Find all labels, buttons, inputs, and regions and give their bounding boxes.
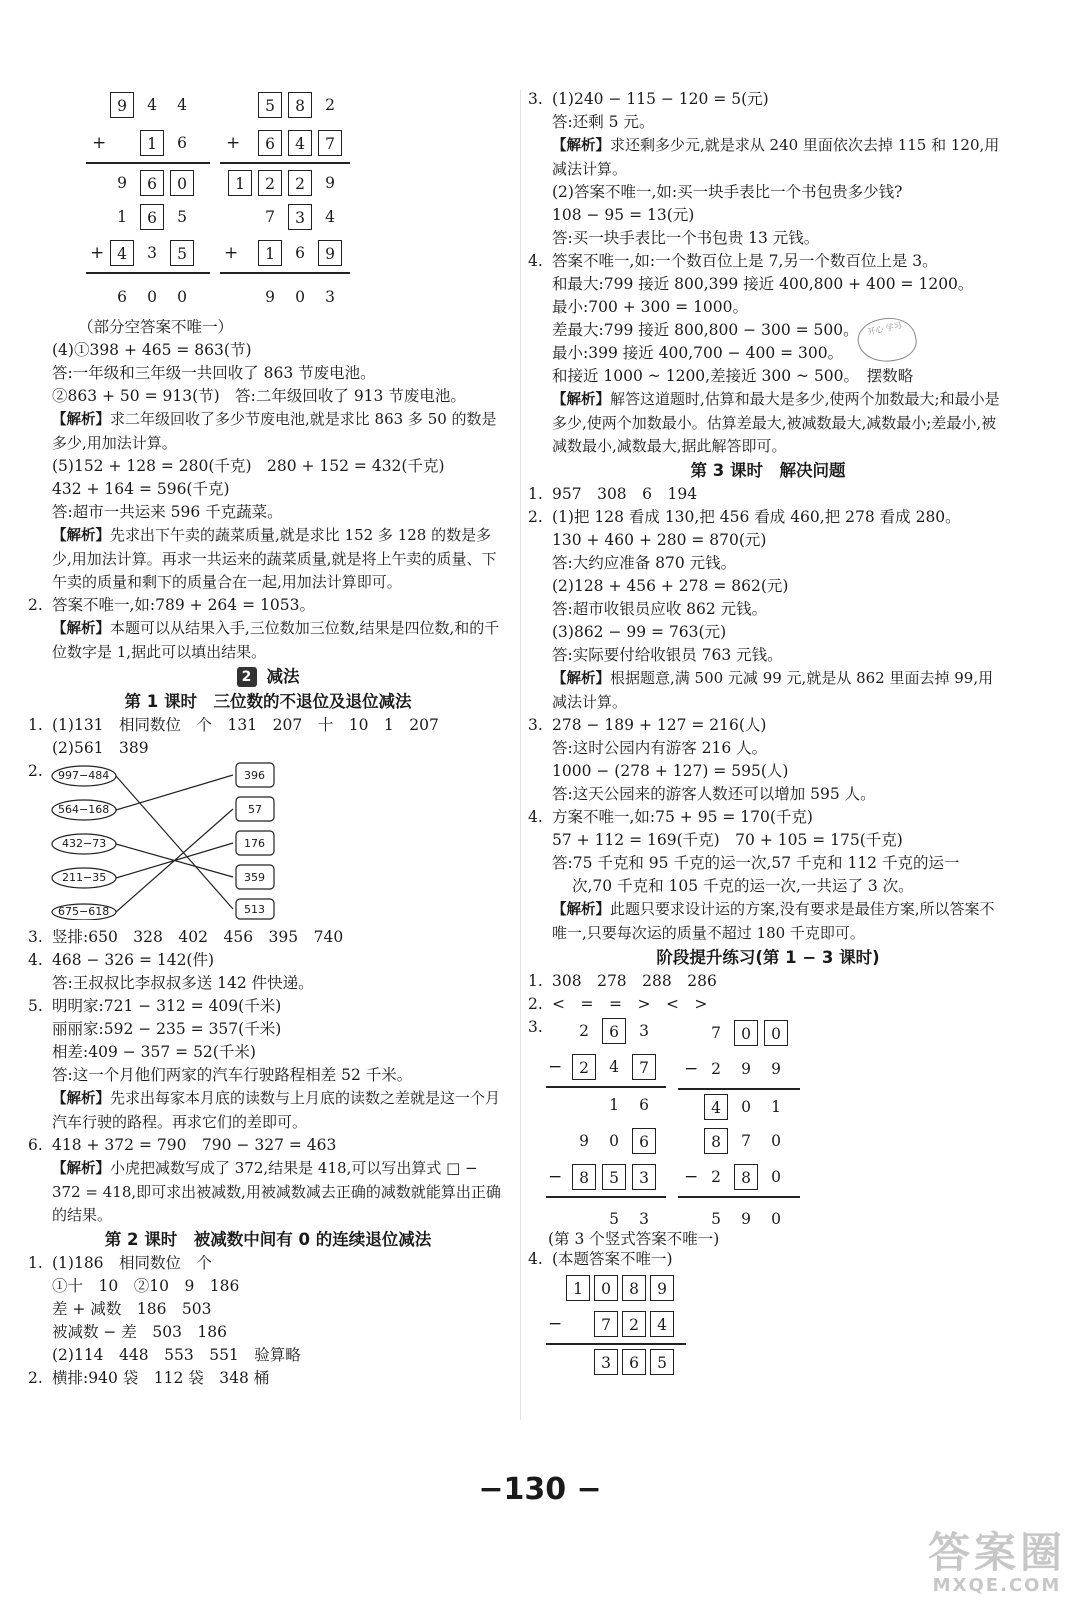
calc-digit: 2: [622, 1311, 646, 1337]
calc-digit: 3: [325, 288, 335, 306]
answer-line: ②863 + 50 = 913(节) 答:二年级回收了 913 节废电池。: [52, 387, 466, 405]
watermark-url: MXQE.COM: [932, 1575, 1062, 1596]
match-line: [116, 776, 233, 909]
minus-sign: −: [548, 1167, 563, 1187]
answer-text: (1)把 128 看成 130,把 456 看成 460,把 278 看成 280。: [552, 508, 961, 526]
column-separator: [520, 90, 521, 1420]
watermark-text: 答案圈: [927, 1528, 1066, 1577]
answer-line: 1000 − (278 + 127) = 595(人): [552, 762, 789, 780]
answer-text: 957 308 6 194: [552, 485, 698, 503]
analysis-tag: 【解析】: [52, 1091, 110, 1107]
calc-rule: [546, 1343, 686, 1345]
result-label: 57: [248, 803, 262, 816]
question-number: 3.: [528, 716, 543, 734]
calc-digit: 2: [711, 1168, 721, 1186]
answer-note: (本题答案不唯一): [552, 1250, 673, 1268]
answer-line: 答:75 千克和 95 千克的运一次,57 千克和 112 千克的运一: [552, 854, 960, 872]
calc-digit: 6: [295, 244, 305, 262]
answer-line: 108 − 95 = 13(元): [552, 206, 695, 224]
analysis-text: 本题可以从结果入手,三位数加三位数,结果是四位数,和的千位数字是 1,据此可以填出结果。: [52, 619, 500, 661]
calc-digit: 6: [639, 1096, 649, 1114]
calc-digit: 5: [711, 1210, 721, 1228]
calc-digit: 4: [147, 96, 157, 114]
calc-digit: 0: [609, 1132, 619, 1150]
analysis-text: 求还剩多少元,就是求从 240 里面依次去掉 115 和 120,用减法计算。: [552, 136, 1000, 178]
calc-digit: 9: [117, 174, 127, 192]
calc-digit: 1: [140, 130, 164, 156]
lesson2-question-1: [28, 1252, 508, 1275]
answer-line: 和接近 1000 ~ 1200,差接近 300 ~ 500。 摆数略: [552, 367, 914, 385]
answer-text: 278 − 189 + 127 = 216(人): [552, 716, 767, 734]
plus-sign: +: [92, 133, 107, 153]
minus-sign: −: [684, 1059, 699, 1079]
lesson3-question-1: [528, 483, 1008, 506]
calc-digit: 4: [110, 240, 134, 266]
calc-digit: 1: [771, 1098, 781, 1116]
calc-digit: 4: [704, 1094, 728, 1120]
calc-digit: 2: [288, 170, 312, 196]
calc-digit: 4: [650, 1311, 674, 1337]
answer-text: (1)186 相同数位 个: [52, 1254, 213, 1272]
calc-digit: 6: [140, 204, 164, 230]
calc-digit: 5: [170, 240, 194, 266]
answer-note: (第 3 个竖式答案不唯一): [548, 1230, 720, 1248]
answer-line: 答:买一块手表比一个书包贵 13 元钱。: [552, 229, 820, 247]
calc-digit: 8: [622, 1275, 646, 1301]
answer-line: 57 + 112 = 169(千克) 70 + 105 = 175(千克): [552, 831, 903, 849]
unit-title: 减法: [266, 667, 300, 686]
question-number: 4.: [528, 252, 543, 270]
answer-line: 最小:399 接近 400,700 − 400 = 300。: [552, 344, 844, 362]
vertical-subtraction-q4: [528, 1271, 1008, 1383]
question-number: 4.: [528, 1250, 543, 1268]
answer-line: 432 + 164 = 596(千克): [52, 480, 230, 498]
unit-badge: 2: [237, 667, 257, 687]
calc-digit: 8: [572, 1164, 596, 1190]
analysis-tag: 【解析】: [52, 412, 110, 428]
answer-line: 答:王叔叔比李叔叔多送 142 件快递。: [52, 974, 314, 992]
calc-digit: 5: [609, 1210, 619, 1228]
lesson2-question-2: [28, 1367, 508, 1390]
question-4: [528, 250, 1008, 273]
question-number: 1.: [28, 716, 43, 734]
analysis-text: 解答这道题时,估算和最大是多少,使两个加数最大;和最小是多少,使两个加数最小。估算差最大,被减数最大,减数最小;差最小,被减数最小,减数最大,据此解答即可。: [552, 390, 1000, 455]
analysis-block: [28, 1157, 508, 1227]
analysis-text: 先求出每家本月底的读数与上月底的读数之差就是这一个月汽车行驶的路程。再求它们的差即可。: [52, 1089, 501, 1131]
answer-text: < = = > < >: [552, 995, 708, 1013]
vertical-addition-group-1: [28, 88, 508, 204]
question-number: 2.: [28, 1369, 43, 1387]
expression-label: 675−618: [58, 905, 110, 918]
expression-label: 997−484: [58, 769, 110, 782]
calc-digit: 6: [117, 288, 127, 306]
calc-rule: [86, 162, 210, 164]
question-number: 1.: [28, 1254, 43, 1272]
question-number: 3.: [528, 90, 543, 108]
calc-digit: 2: [579, 1022, 589, 1040]
calc-digit: 3: [594, 1349, 618, 1375]
lesson1-question-5: [28, 995, 508, 1018]
analysis-tag: 【解析】: [552, 138, 610, 154]
calc-digit: 0: [764, 1020, 788, 1046]
answer-line: 被减数 − 差 503 186: [52, 1323, 228, 1341]
question-number: 5.: [28, 997, 43, 1015]
calc-rule: [678, 1088, 800, 1090]
lesson-3-title: 第 3 课时 解决问题: [690, 461, 846, 480]
answer-line: 答:超市收银员应收 862 元钱。: [552, 600, 768, 618]
answer-line: (2)114 448 553 551 验算略: [52, 1346, 301, 1364]
question-number: 2.: [528, 508, 543, 526]
answer-text: 468 − 326 = 142(件): [52, 951, 215, 969]
stamp-seal-icon: 开心 学习: [854, 312, 920, 367]
analysis-tag: 【解析】: [52, 621, 110, 637]
analysis-block: [528, 898, 1008, 945]
calc-digit: 2: [325, 96, 335, 114]
calc-digit: 8: [734, 1164, 758, 1190]
calc-rule: [546, 1196, 666, 1198]
calc-digit: 3: [639, 1210, 649, 1228]
calc-digit: 1: [228, 170, 252, 196]
calc-digit: 0: [177, 288, 187, 306]
analysis-tag: 【解析】: [52, 528, 110, 544]
analysis-tag: 【解析】: [52, 1161, 110, 1177]
calc-digit: 5: [650, 1349, 674, 1375]
calc-digit: 2: [711, 1060, 721, 1078]
analysis-block: [28, 408, 508, 455]
answer-line: 答:一年级和三年级一共回收了 863 节废电池。: [52, 364, 376, 382]
analysis-block: [528, 134, 1008, 181]
answer-line: (5)152 + 128 = 280(千克) 280 + 152 = 432(千克): [52, 457, 445, 475]
answer-line: (4)①398 + 465 = 863(节): [52, 341, 252, 359]
analysis-block: [28, 524, 508, 594]
answer-line: 差 + 减数 186 503: [52, 1300, 212, 1318]
analysis-block: [28, 617, 508, 664]
calc-digit: 3: [288, 204, 312, 230]
calc-rule: [546, 1086, 666, 1088]
calc-digit: 3: [147, 244, 157, 262]
calc-digit: 6: [622, 1349, 646, 1375]
question-number: 3.: [28, 928, 43, 946]
answer-line: 答:这一个月他们两家的汽车行驶路程相差 52 千米。: [52, 1066, 413, 1084]
page-number: −130 −: [478, 1472, 602, 1507]
analysis-tag: 【解析】: [552, 671, 610, 687]
calc-digit: 9: [650, 1275, 674, 1301]
answer-line: 答:大约应准备 870 元钱。: [552, 554, 737, 572]
result-label: 359: [244, 871, 265, 884]
answer-line: 次,70 千克和 105 千克的运一次,一共运了 3 次。: [572, 877, 914, 895]
question-number: 1.: [528, 972, 543, 990]
minus-sign: −: [548, 1057, 563, 1077]
calc-digit: 7: [265, 208, 275, 226]
question-number: 4.: [28, 951, 43, 969]
calc-digit: 3: [639, 1022, 649, 1040]
calc-digit: 4: [288, 130, 312, 156]
calc-digit: 0: [734, 1020, 758, 1046]
calc-digit: 1: [609, 1096, 619, 1114]
calc-digit: 8: [704, 1128, 728, 1154]
question-number: 2.: [28, 762, 43, 780]
expression-label: 432−73: [62, 837, 107, 850]
analysis-block: [28, 1087, 508, 1134]
answer-text: 横排:940 袋 112 袋 348 桶: [52, 1369, 270, 1387]
calc-digit: 6: [140, 170, 164, 196]
answer-text: 答案不唯一,如:789 + 264 = 1053。: [52, 596, 315, 614]
watermark-logo: [928, 1530, 1066, 1596]
answer-text: (1)131 相同数位 个 131 207 十 10 1 207: [52, 716, 439, 734]
answer-text: 方案不唯一,如:75 + 95 = 170(千克): [552, 808, 813, 826]
stage-question-1: [528, 970, 1008, 993]
result-label: 396: [244, 769, 265, 782]
answer-text: 418 + 372 = 790 790 − 327 = 463: [52, 1136, 337, 1154]
calc-digit: 9: [771, 1060, 781, 1078]
answer-line: (2)561 389: [52, 739, 149, 757]
answer-line: 最小:700 + 300 = 1000。: [552, 298, 749, 316]
lesson-1-title: 第 1 课时 三位数的不退位及退位减法: [124, 692, 412, 711]
answer-line: 答:超市一共运来 596 千克蔬菜。: [52, 503, 283, 521]
minus-sign: −: [548, 1314, 563, 1334]
calc-digit: 0: [741, 1098, 751, 1116]
question-number: 4.: [528, 808, 543, 826]
question-number: 2.: [528, 995, 543, 1013]
vertical-subtraction-group: [528, 1016, 1008, 1248]
calc-digit: 2: [258, 170, 282, 196]
calc-digit: 0: [771, 1168, 781, 1186]
calc-digit: 6: [602, 1018, 626, 1044]
lesson-2-title: 第 2 课时 被减数中间有 0 的连续退位减法: [104, 1230, 432, 1249]
lesson1-question-6: [28, 1134, 508, 1157]
unit-heading: [28, 664, 508, 689]
lesson3-question-3: [528, 714, 1008, 737]
result-label: 176: [244, 837, 265, 850]
calc-digit: 7: [318, 130, 342, 156]
analysis-text: 此题只要求设计运的方案,没有要求是最佳方案,所以答案不唯一,只要每次运的质量不超过 180 千克即可。: [552, 900, 995, 942]
calc-digit: 6: [632, 1128, 656, 1154]
calc-digit: 1: [258, 240, 282, 266]
calc-rule: [220, 272, 350, 274]
calc-digit: 7: [594, 1311, 618, 1337]
left-column: [28, 88, 508, 1390]
analysis-tag: 【解析】: [552, 392, 610, 408]
calc-digit: 8: [288, 92, 312, 118]
question-2: [28, 594, 508, 617]
answer-line: (3)862 − 99 = 763(元): [552, 623, 727, 641]
expression-label: 564−168: [58, 803, 110, 816]
calc-digit: 0: [594, 1275, 618, 1301]
right-column: [528, 88, 1008, 1383]
calc-digit: 4: [325, 208, 335, 226]
answer-line: 和最大:799 接近 800,399 接近 400,800 + 400 = 1200。: [552, 275, 974, 293]
calc-digit: 1: [117, 208, 127, 226]
answer-text: (1)240 − 115 − 120 = 5(元): [552, 90, 769, 108]
question-number: 2.: [28, 596, 43, 614]
calc-digit: 3: [632, 1164, 656, 1190]
analysis-text: 小虎把减数写成了 372,结果是 418,可以写出算式 □ − 372 = 418,即可求出被减数,用被减数减去正确的减数就能算出正确的结果。: [52, 1159, 501, 1224]
lesson1-question-3: [28, 926, 508, 949]
lesson3-question-2: [528, 506, 1008, 529]
analysis-tag: 【解析】: [552, 902, 610, 918]
answer-text: 明明家:721 − 312 = 409(千米): [52, 997, 282, 1015]
answer-line: 答:还剩 5 元。: [552, 113, 655, 131]
analysis-text: 先求出下午卖的蔬菜质量,就是求比 152 多 128 的数是多少,用加法计算。再求一共运来的蔬菜质量,就是将上午卖的质量、下午卖的质量和剩下的质量合在一起,用加法计算即可。: [52, 526, 497, 591]
calc-digit: 6: [177, 134, 187, 152]
calc-rule: [220, 162, 350, 164]
stage-practice-title: 阶段提升练习(第 1 − 3 课时): [656, 948, 880, 967]
answer-text: 竖排:650 328 402 456 395 740: [52, 928, 344, 946]
plus-sign: +: [224, 243, 239, 263]
matching-diagram: [28, 760, 328, 920]
answer-line: (2)128 + 456 + 278 = 862(元): [552, 577, 789, 595]
plus-sign: +: [90, 243, 105, 263]
answer-line: 答:这天公园来的游客人数还可以增加 595 人。: [552, 785, 876, 803]
answer-text: 308 278 288 286: [552, 972, 717, 990]
answer-line: 差最大:799 接近 800,800 − 300 = 500。: [552, 321, 859, 339]
calc-digit: 0: [771, 1132, 781, 1150]
minus-sign: −: [684, 1167, 699, 1187]
calc-digit: 6: [258, 130, 282, 156]
calc-digit: 7: [632, 1054, 656, 1080]
answer-line: 答:实际要付给收银员 763 元钱。: [552, 646, 783, 664]
calc-digit: 4: [609, 1058, 619, 1076]
match-line: [116, 809, 233, 912]
plus-sign: +: [226, 133, 241, 153]
calc-digit: 1: [566, 1275, 590, 1301]
calc-rule: [678, 1196, 800, 1198]
answer-line: 相差:409 − 357 = 52(千米): [52, 1043, 256, 1061]
calc-digit: 9: [579, 1132, 589, 1150]
calc-digit: 0: [771, 1210, 781, 1228]
stage-question-2: [528, 993, 1008, 1016]
answer-line: 130 + 460 + 280 = 870(元): [552, 531, 767, 549]
vertical-addition-group-2: [28, 204, 508, 316]
analysis-text: 求二年级回收了多少节废电池,就是求比 863 多 50 的数是多少,用加法计算。: [52, 410, 497, 452]
calc-digit: 2: [572, 1054, 596, 1080]
calc-digit: 7: [741, 1132, 751, 1150]
answer-line: ①十 10 ②10 9 186: [52, 1277, 240, 1295]
analysis-block: [528, 667, 1008, 714]
calc-digit: 0: [147, 288, 157, 306]
expression-label: 211−35: [62, 871, 107, 884]
answer-line: (2)答案不唯一,如:买一块手表比一个书包贵多少钱?: [552, 183, 903, 201]
result-label: 513: [244, 903, 265, 916]
calc-digit: 9: [265, 288, 275, 306]
calc-digit: 9: [741, 1060, 751, 1078]
calc-digit: 9: [110, 92, 134, 118]
question-number: 6.: [28, 1136, 43, 1154]
calc-digit: 5: [177, 208, 187, 226]
calc-digit: 7: [711, 1024, 721, 1042]
answer-line: 答:这时公园内有游客 216 人。: [552, 739, 768, 757]
calc-digit: 9: [741, 1210, 751, 1228]
calc-rule: [86, 272, 210, 274]
lesson1-question-4: [28, 949, 508, 972]
calc-digit: 9: [325, 174, 335, 192]
calc-digit: 5: [602, 1164, 626, 1190]
question-3: [528, 88, 1008, 111]
analysis-text: 根据题意,满 500 元减 99 元,就是从 862 里面去掉 99,用减法计算。: [552, 669, 994, 711]
stage-question-4: [528, 1248, 1008, 1271]
analysis-block: [528, 388, 1008, 458]
calc-digit: 9: [318, 240, 342, 266]
answer-text: 答案不唯一,如:一个数百位上是 7,另一个数百位上是 3。: [552, 252, 938, 270]
question-number: 1.: [528, 485, 543, 503]
match-line: [116, 775, 233, 810]
calc-digit: 4: [177, 96, 187, 114]
answer-note: （部分空答案不唯一）: [78, 318, 234, 336]
calc-digit: 5: [258, 92, 282, 118]
calc-digit: 0: [295, 288, 305, 306]
answer-line: 丽丽家:592 − 235 = 357(千米): [52, 1020, 282, 1038]
question-number: 3.: [528, 1018, 543, 1036]
lesson1-question-1: [28, 714, 508, 737]
calc-digit: 0: [170, 170, 194, 196]
lesson3-question-4: [528, 806, 1008, 829]
